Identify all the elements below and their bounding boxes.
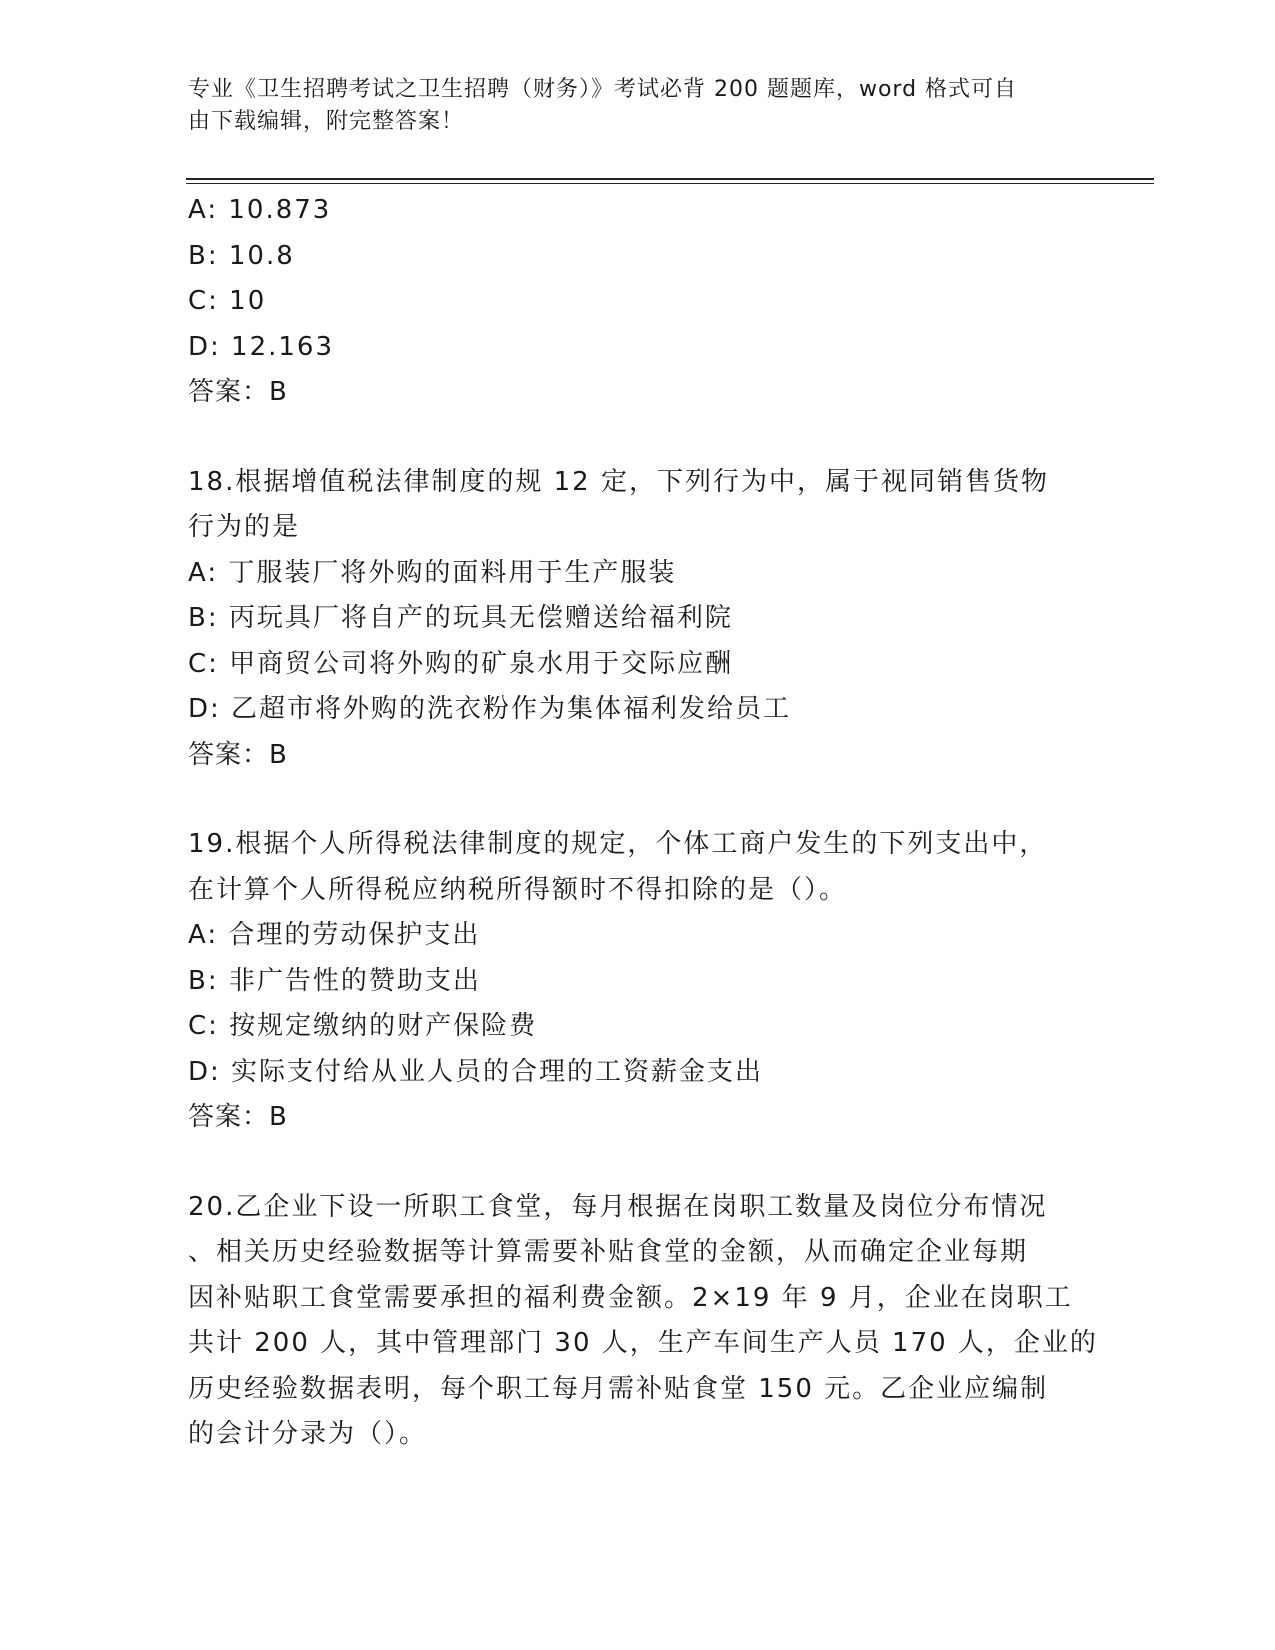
option-b: B: 丙玩具厂将自产的玩具无偿赠送给福利院 bbox=[188, 603, 733, 633]
spacer bbox=[188, 416, 1088, 460]
question-20 bbox=[188, 1185, 1098, 1458]
question-text-line: 的会计分录为（）。 bbox=[188, 1419, 428, 1449]
spacer bbox=[188, 1141, 1088, 1185]
header-line-1: 专业《卫生招聘考试之卫生招聘（财务）》考试必背 200 题题库，word 格式可自 bbox=[188, 77, 1018, 102]
header-rule-thin bbox=[186, 183, 1154, 184]
header-rule-thick bbox=[186, 178, 1154, 180]
question-text-line: 、相关历史经验数据等计算需要补贴食堂的金额，从而确定企业每期 bbox=[188, 1237, 1029, 1267]
option-d: D: 乙超市将外购的洗衣粉作为集体福利发给员工 bbox=[188, 694, 792, 724]
option-c: C: 按规定缴纳的财产保险费 bbox=[188, 1011, 538, 1041]
option-a: A: 丁服装厂将外购的面料用于生产服装 bbox=[188, 557, 677, 588]
answer-line: 答案：B bbox=[188, 377, 288, 407]
option-b: B: 非广告性的赞助支出 bbox=[188, 965, 481, 996]
question-17 bbox=[188, 188, 1088, 416]
question-text-line: 在计算个人所得税应纳税所得额时不得扣除的是（）。 bbox=[188, 874, 848, 905]
spacer bbox=[188, 778, 1088, 822]
header-line-2: 由下载编辑，附完整答案！ bbox=[188, 109, 465, 134]
option-a: A: 合理的劳动保护支出 bbox=[188, 920, 481, 950]
option-d: D: 12.163 bbox=[188, 331, 335, 362]
option-a: A: 10.873 bbox=[188, 195, 332, 225]
question-text-line: 行为的是 bbox=[188, 512, 301, 542]
question-list bbox=[188, 188, 1098, 1458]
question-18 bbox=[188, 460, 1088, 779]
question-19 bbox=[188, 822, 1088, 1141]
question-text-line: 18.根据增值税法律制度的规 12 定，下列行为中，属于视同销售货物 bbox=[188, 466, 1049, 497]
question-text-line: 19.根据个人所得税法律制度的规定，个体工商户发生的下列支出中， bbox=[188, 829, 1048, 859]
option-c: C: 甲商贸公司将外购的矿泉水用于交际应酬 bbox=[188, 648, 734, 679]
question-text-line: 因补贴职工食堂需要承担的福利费金额。2×19 年 9 月，企业在岗职工 bbox=[188, 1282, 1073, 1313]
option-b: B: 10.8 bbox=[188, 240, 295, 271]
option-c: C: 10 bbox=[188, 286, 267, 316]
question-text-line: 历史经验数据表明，每个职工每月需补贴食堂 150 元。乙企业应编制 bbox=[188, 1373, 1049, 1404]
answer-line: 答案：B bbox=[188, 739, 288, 770]
option-d: D: 实际支付给从业人员的合理的工资薪金支出 bbox=[188, 1056, 764, 1087]
answer-line: 答案：B bbox=[188, 1102, 288, 1132]
document-header bbox=[188, 74, 1058, 138]
question-text-line: 共计 200 人，其中管理部门 30 人，生产车间生产人员 170 人，企业的 bbox=[188, 1328, 1098, 1358]
question-text-line: 20.乙企业下设一所职工食堂，每月根据在岗职工数量及岗位分布情况 bbox=[188, 1191, 1048, 1222]
